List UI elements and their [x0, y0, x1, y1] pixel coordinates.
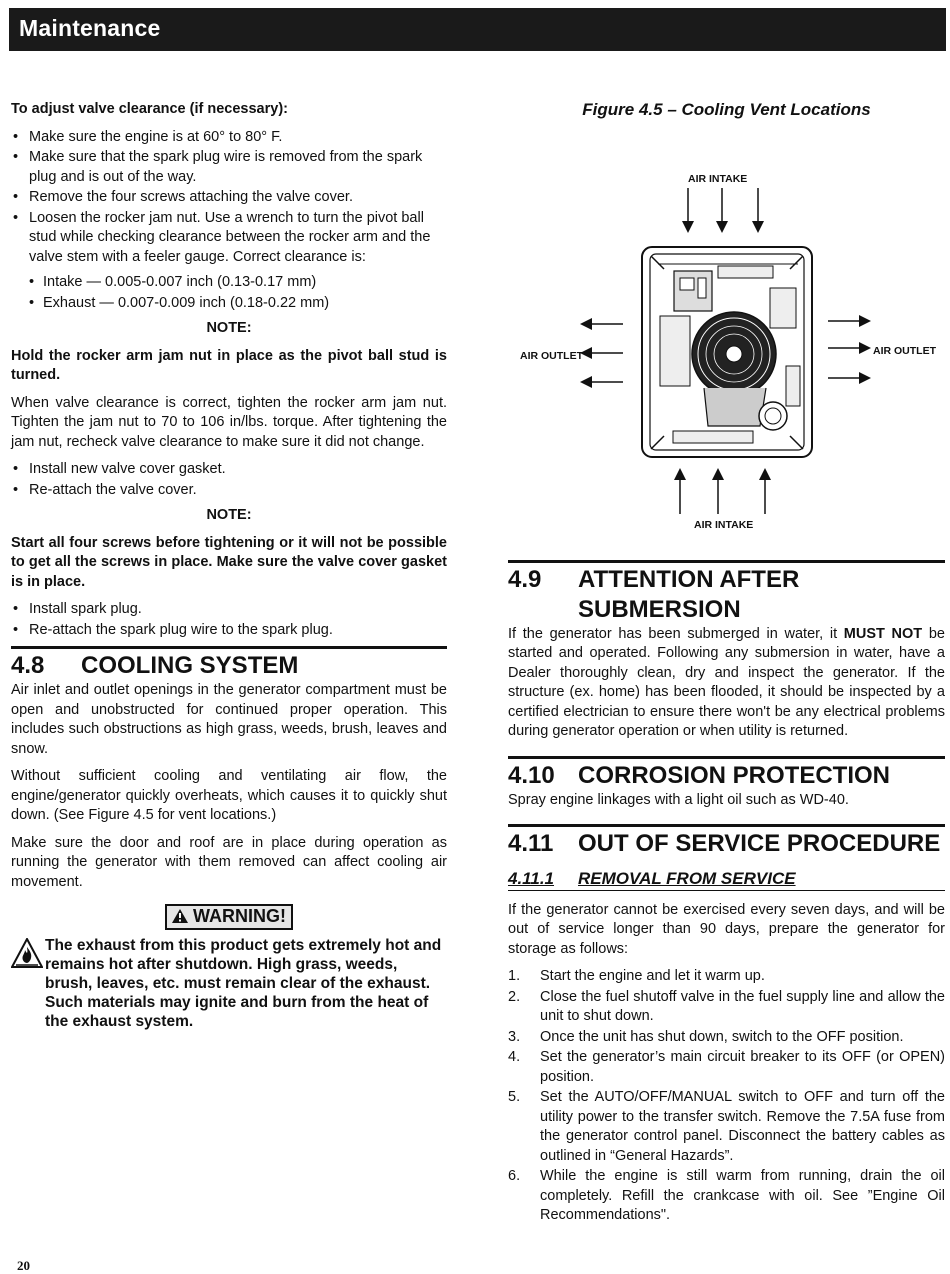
cooling-vent-figure	[508, 126, 945, 536]
list-item: • Re-attach the spark plug wire to the spark plug.	[11, 621, 447, 641]
step-number: 1.	[508, 968, 521, 984]
warning-text: The exhaust from this product gets extremely hot and remains hot after shutdown. High grass, weeds, brush, leaves, etc. must remain clear of the exhaust. Such materials may ignite and burn from the heat of the exhaust system.	[45, 936, 442, 1030]
paragraph	[508, 625, 945, 742]
step-number: 3.	[508, 1028, 521, 1045]
section-heading	[11, 651, 447, 681]
clearance-list	[11, 273, 447, 313]
step-text: Set the AUTO/OFF/MANUAL switch to OFF and turn off the utility power to the transfer switch. Remove the 7.5A fuse from the generator control panel. Disconnect the battery cables as outlined in “General Hazards”.	[540, 1089, 945, 1164]
paragraph: Air inlet and outlet openings in the generator compartment must be open and unobstructed for continued proper operation. This includes such obstructions as high grass, weeds, brush, leaves and snow.	[11, 682, 447, 757]
section-number: 4.8	[11, 652, 45, 679]
list-item: • Make sure the engine is at 60° to 80° F.	[11, 128, 447, 148]
warning-triangle-icon	[172, 909, 188, 923]
top-intake-arrows	[688, 188, 758, 230]
subsection-number: 4.11.1	[508, 869, 555, 888]
step-text: Close the fuel shutoff valve in the fuel supply line and allow the unit to shut down.	[540, 988, 945, 1024]
section-heading	[508, 565, 945, 625]
figure-title: Figure 4.5 – Cooling Vent Locations	[582, 100, 871, 119]
section-title: CORROSION PROTECTION	[578, 761, 891, 789]
note-label: NOTE:	[206, 320, 252, 336]
section-4-8	[11, 646, 447, 892]
text-emphasis: MUST NOT	[843, 625, 923, 642]
list-item: • Remove the four screws attaching the valve cover.	[11, 188, 447, 208]
valve-steps-list	[11, 128, 447, 268]
section-4-11	[508, 824, 945, 1226]
section-number: 4.10	[508, 761, 555, 789]
air-intake-top-label: AIR INTAKE	[688, 172, 748, 185]
list-item: • Re-attach the valve cover.	[11, 481, 447, 501]
subsection-title: REMOVAL FROM SERVICE	[578, 869, 796, 888]
paragraph: When valve clearance is correct, tighten the rocker arm jam nut. Tighten the jam nut to 70 to 106 in/lbs. torque. After tightening the jam nut, recheck valve clearance to make sure it did not change.	[11, 394, 447, 450]
step-text: Once the unit has shut down, switch to the OFF position.	[540, 1028, 904, 1045]
section-title: COOLING SYSTEM	[81, 652, 299, 679]
section-title	[578, 565, 799, 625]
left-outlet-arrows	[583, 324, 623, 382]
note-text: Hold the rocker arm jam nut in place as the pivot ball stud is turned.	[11, 347, 447, 383]
section-title: OUT OF SERVICE PROCEDURE	[578, 830, 941, 857]
right-column	[508, 100, 945, 1227]
warning-label-box	[165, 904, 293, 930]
list-item	[508, 1088, 945, 1166]
section-title: Maintenance	[19, 15, 161, 41]
bottom-intake-arrows	[680, 471, 765, 514]
list-item	[508, 1028, 945, 1048]
warning-badge	[11, 904, 447, 930]
step-number: 5.	[508, 1089, 521, 1105]
paragraph: Without sufficient cooling and ventilating air flow, the engine/generator quickly overheats, which causes it to quickly shut down. (See Figure 4.5 for vent locations.)	[11, 768, 447, 823]
right-outlet-arrows	[828, 321, 868, 378]
section-number: 4.9	[508, 565, 542, 593]
paragraph: Make sure the door and roof are in place during operation as running the generator with them removed can affect cooling air movement.	[11, 834, 447, 890]
step-number: 6.	[508, 1168, 521, 1184]
step-number: 2.	[508, 988, 521, 1005]
valve-heading: To adjust valve clearance (if necessary):	[11, 101, 288, 117]
gasket-list	[11, 460, 447, 500]
title-line: SUBMERSION	[578, 595, 741, 623]
list-item: • Loosen the rocker jam nut. Use a wrench to turn the pivot ball stud while checking clearance between the rocker arm and the valve stem with a feeler gauge. Correct clearance is:	[11, 209, 447, 268]
air-outlet-right-label: AIR OUTLET	[873, 344, 936, 357]
title-line: ATTENTION AFTER	[578, 565, 800, 593]
storage-steps-list	[508, 967, 945, 1226]
list-item: • Install spark plug.	[11, 600, 447, 620]
list-item: • Make sure that the spark plug wire is removed from the spark plug and is out of the way.	[11, 148, 447, 187]
warning-message	[11, 936, 447, 1031]
text-run: be started and operated. Following any submersion in water, have a Dealer thoroughly clean, dry and inspect the generator. If the structure (ex. home) has been flooded, it should be inspected by a certified electrician to ensure there won't be any electrical problems during generator operation or when utility is returned.	[508, 625, 945, 739]
air-intake-bottom-label: AIR INTAKE	[694, 518, 754, 531]
section-number: 4.11	[508, 830, 554, 857]
fire-hazard-icon	[11, 936, 45, 1031]
section-header	[9, 8, 946, 51]
step-text: Set the generator’s main circuit breaker to its OFF (or OPEN) position.	[540, 1049, 945, 1085]
section-4-10	[508, 756, 945, 811]
text-run: If the generator has been submerged in water, it	[508, 625, 844, 642]
list-item: • Exhaust — 0.007-0.009 inch (0.18-0.22 mm)	[11, 294, 447, 314]
section-4-9	[508, 560, 945, 742]
subsection-heading	[508, 869, 945, 891]
list-item: • Install new valve cover gasket.	[11, 460, 447, 480]
list-item	[508, 1167, 945, 1226]
air-outlet-left-label: AIR OUTLET	[520, 349, 583, 362]
spark-plug-list	[11, 600, 447, 640]
step-number: 4.	[508, 1049, 521, 1065]
step-text: While the engine is still warm from running, drain the oil completely. Refill the crankcase with oil. See ”Engine Oil Recommendations".	[540, 1168, 945, 1223]
section-heading	[508, 761, 945, 791]
step-text: Start the engine and let it warm up.	[540, 968, 765, 984]
paragraph: If the generator cannot be exercised every seven days, and will be out of service longer than 90 days, prepare the generator for storage as follows:	[508, 901, 945, 957]
note-text: Start all four screws before tightening or it will not be possible to get all the screws in place. Make sure the valve cover gasket is in place.	[11, 534, 447, 590]
paragraph: Spray engine linkages with a light oil such as WD-40.	[508, 791, 849, 808]
list-item: • Intake — 0.005-0.007 inch (0.13-0.17 mm)	[11, 273, 447, 293]
note-label: NOTE:	[206, 507, 252, 523]
section-heading	[508, 829, 945, 859]
page-number: 20	[17, 1258, 30, 1273]
left-column	[11, 100, 447, 1031]
list-item	[508, 988, 945, 1027]
list-item	[508, 1048, 945, 1087]
warning-label: WARNING!	[193, 906, 286, 926]
list-item	[508, 967, 945, 987]
generator-enclosure	[642, 247, 812, 457]
